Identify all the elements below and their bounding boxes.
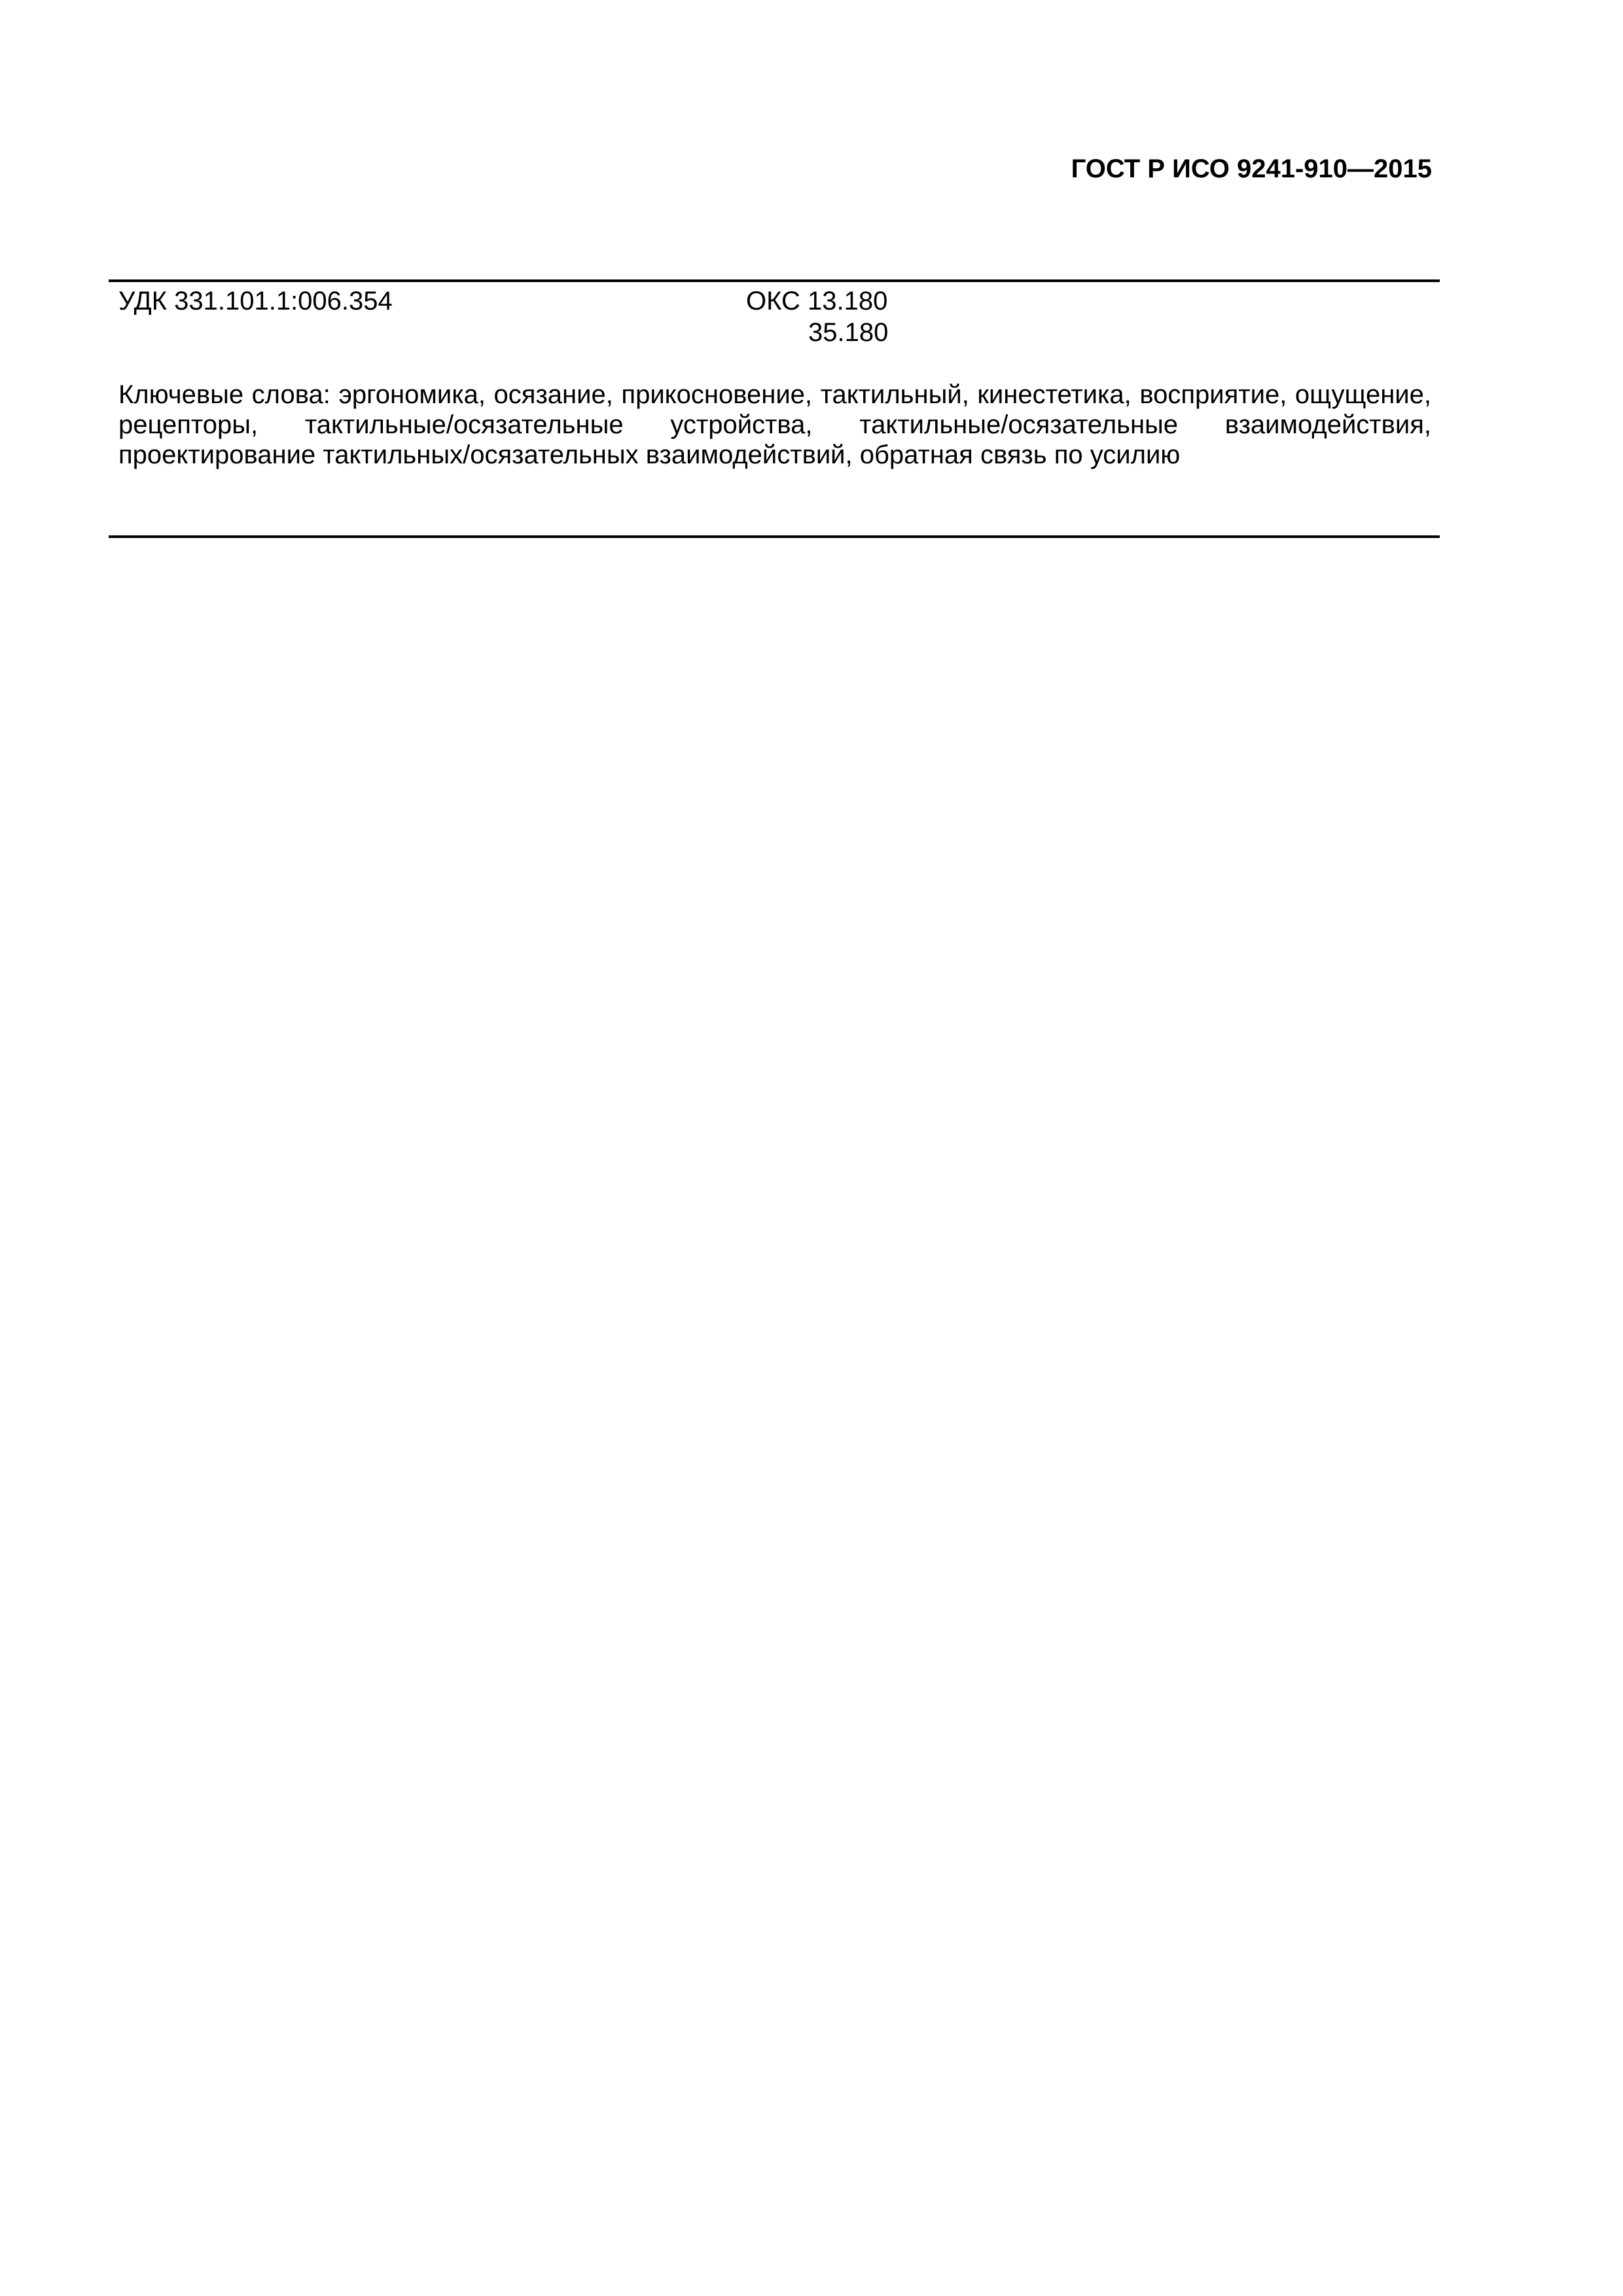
udk-code: УДК 331.101.1:006.354 [118,287,393,315]
oks-code-second: 35.180 [808,318,889,347]
bottom-rule [109,535,1440,538]
top-rule [109,279,1440,282]
oks-code-first: ОКС 13.180 [746,287,888,315]
standard-code: ГОСТ Р ИСО 9241-910—2015 [1071,154,1432,183]
keywords-paragraph: Ключевые слова: эргономика, осязание, прикосновение, тактильный, кинестетика, восприятие, ощущение, рецепторы, тактильные/осязательные устройства, тактильные/осязательные взаимодействия, проектирование тактильных/осязательных взаимодействий, обратная связь по усилию [118,380,1431,469]
